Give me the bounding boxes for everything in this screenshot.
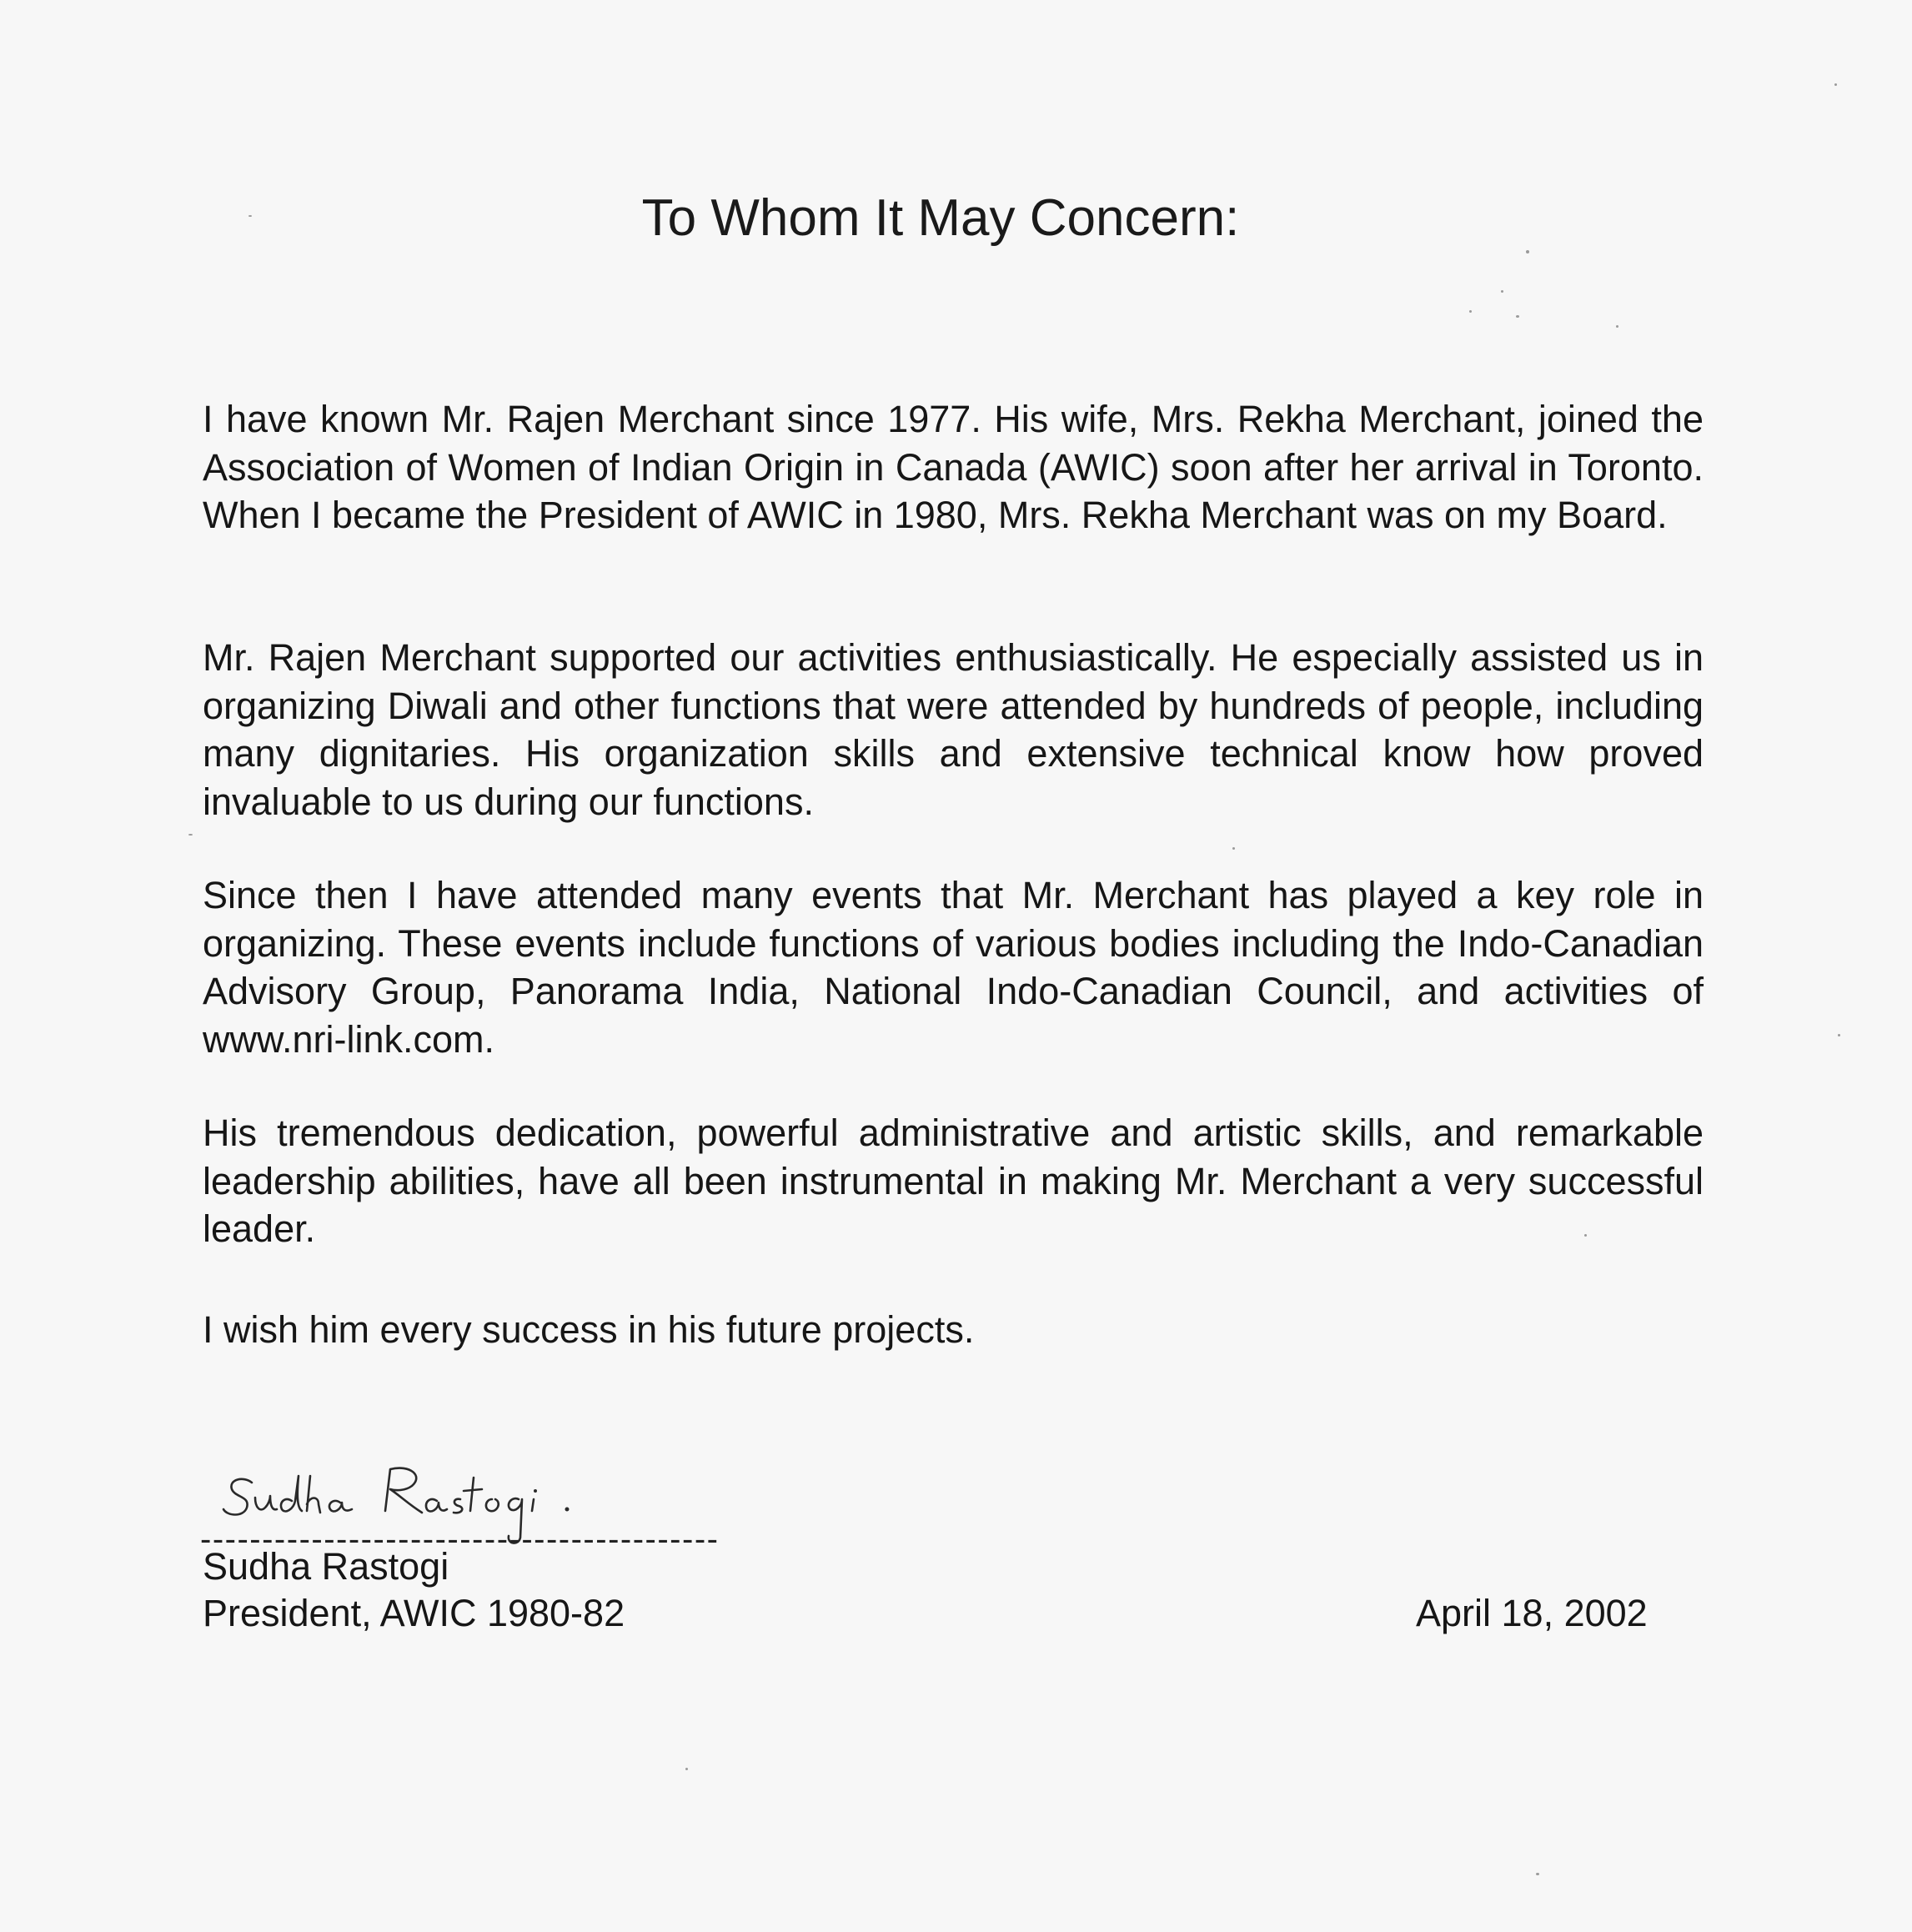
scan-speck bbox=[1516, 315, 1519, 318]
scan-speck bbox=[1838, 1034, 1840, 1036]
scan-speck bbox=[1584, 1234, 1587, 1237]
scan-speck bbox=[685, 1768, 688, 1770]
paragraph-1: I have known Mr. Rajen Merchant since 1977. His wife, Mrs. Rekha Merchant, joined the Association of Women of Indian Origin in Canada (AWIC) soon after her arrival in Toronto. When I became the President of AWIC in 1980, Mrs. Rekha Merchant was on my Board. bbox=[203, 398, 1704, 536]
signatory-position: President, AWIC 1980-82 bbox=[203, 1592, 625, 1634]
signature-line: ------------------------------------------ bbox=[200, 1523, 720, 1556]
scan-speck bbox=[1501, 290, 1503, 293]
signatory-name: Sudha Rastogi bbox=[203, 1545, 449, 1588]
closing-wish: I wish him every success in his future projects. bbox=[203, 1308, 975, 1351]
scan-speck bbox=[1232, 847, 1235, 850]
scan-speck bbox=[1834, 83, 1837, 86]
scan-speck bbox=[1469, 310, 1472, 313]
scan-speck bbox=[188, 834, 193, 836]
letter-title: To Whom It May Concern: bbox=[641, 189, 1240, 247]
scan-speck bbox=[1536, 1873, 1539, 1875]
letter-date: April 18, 2002 bbox=[1416, 1592, 1648, 1634]
scan-speck bbox=[248, 215, 252, 217]
paragraph-4: His tremendous dedication, powerful administrative and artistic skills, and remarkable leadership abilities, have all been instrumental in making Mr. Merchant a very successful leader. bbox=[203, 1112, 1704, 1250]
scan-speck bbox=[1616, 325, 1618, 328]
scan-speck bbox=[1526, 250, 1529, 253]
paragraph-2: Mr. Rajen Merchant supported our activities enthusiastically. He especially assisted us in organizing Diwali and other functions that were attended by hundreds of people, including many dignitaries. His organization skills and extensive technical know how proved invaluable to us during our functions. bbox=[203, 636, 1704, 823]
paragraph-3: Since then I have attended many events that Mr. Merchant has played a key role in organizing. These events include functions of various bodies including the Indo-Canadian Advisory Group, Panorama India, National Indo-Canadian Council, and activities of www.nri-link.com. bbox=[203, 874, 1704, 1061]
